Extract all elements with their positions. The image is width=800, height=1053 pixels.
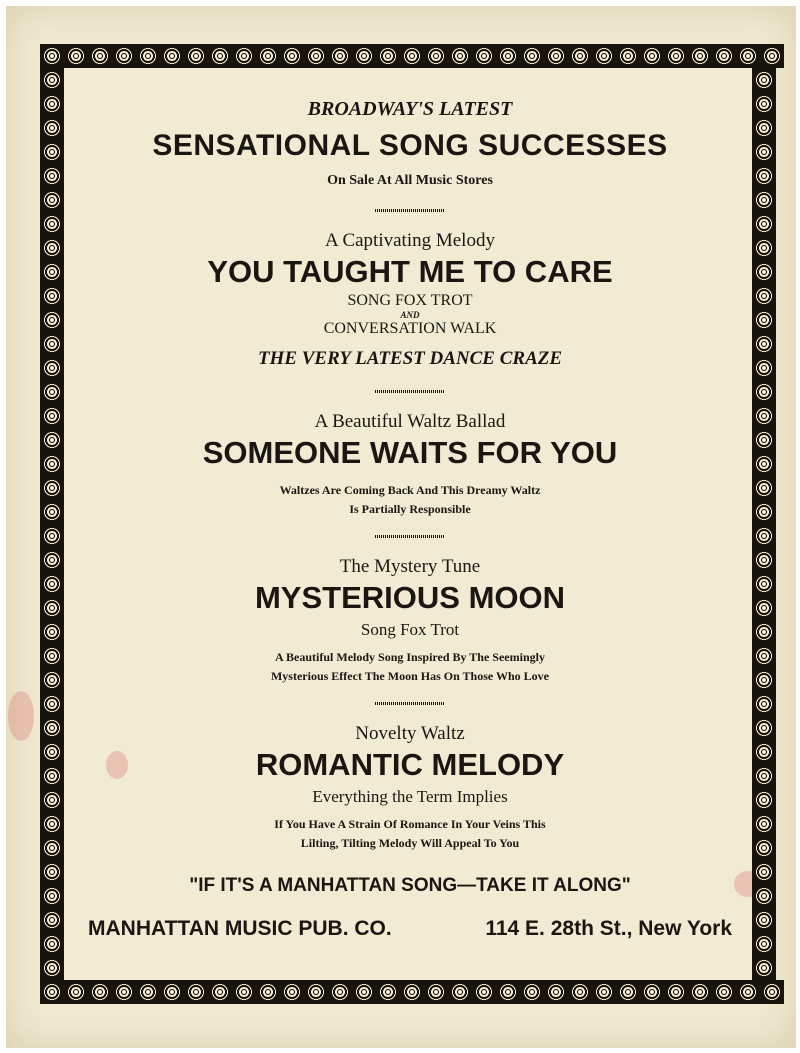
border-ornament [752,404,776,428]
border-ornament [424,980,448,1004]
stain [8,691,34,741]
border-ornament [472,980,496,1004]
border-ornament [448,980,472,1004]
border-ornament [752,596,776,620]
border-ornament [40,68,64,92]
border-ornament [736,980,760,1004]
divider-rule [375,535,445,538]
border-ornament [40,260,64,284]
song-title: MYSTERIOUS MOON [254,580,565,615]
border-ornament [752,692,776,716]
border-ornament [752,716,776,740]
border-ornament [40,908,64,932]
border-ornament [752,212,776,236]
border-ornament [40,860,64,884]
border-ornament [752,860,776,884]
border-ornament [736,44,760,68]
border-ornament [40,188,64,212]
song-title: SOMEONE WAITS FOR YOU [202,435,618,470]
border-ornament [752,884,776,908]
border-ornament [752,788,776,812]
song-intro: A Captivating Melody [325,230,495,251]
border-ornament [544,44,568,68]
border-ornament [568,44,592,68]
border-ornament [40,332,64,356]
border-ornament [40,596,64,620]
border-ornament [352,980,376,1004]
song-description: A Beautiful Melody Song Inspired By The Seemingly [275,650,545,664]
border-ornament [280,44,304,68]
border-ornament [752,644,776,668]
border-ornament [752,764,776,788]
border-ornament [40,812,64,836]
border-ornament [760,44,784,68]
border-ornament [40,740,64,764]
border-ornament [752,308,776,332]
border-ornament [568,980,592,1004]
border-ornament [40,140,64,164]
advertisement-content [70,98,750,941]
border-ornament [752,476,776,500]
border-ornament [40,356,64,380]
border-ornament [40,308,64,332]
border-ornament [40,644,64,668]
border-ornament [752,68,776,92]
border-ornament [40,524,64,548]
song-description: Is Partially Responsible [349,502,471,516]
border-ornament [40,572,64,596]
divider-rule [375,209,445,212]
border-ornament [760,980,784,1004]
border-ornament [40,212,64,236]
border-ornament [752,428,776,452]
ornamental-border-left [40,68,64,980]
border-ornament [752,452,776,476]
song-tagline: THE VERY LATEST DANCE CRAZE [257,348,563,369]
border-ornament [184,44,208,68]
border-ornament [256,980,280,1004]
song-type-second: CONVERSATION WALK [323,320,497,337]
border-ornament [280,980,304,1004]
publisher-name: MANHATTAN MUSIC PUB. CO. [88,917,392,940]
border-ornament [752,92,776,116]
border-ornament [304,44,328,68]
border-ornament [496,980,520,1004]
border-ornament [304,980,328,1004]
border-ornament [752,500,776,524]
border-ornament [328,44,352,68]
border-ornament [40,164,64,188]
border-ornament [752,356,776,380]
border-ornament [40,476,64,500]
border-ornament [40,836,64,860]
divider-rule [375,702,445,705]
border-ornament [40,764,64,788]
border-ornament [752,140,776,164]
publisher-address: 114 E. 28th St., New York [485,917,732,940]
border-ornament [752,740,776,764]
border-ornament [592,980,616,1004]
border-ornament [752,116,776,140]
border-ornament [40,884,64,908]
border-ornament [40,500,64,524]
border-ornament [712,980,736,1004]
publisher-line [88,917,732,941]
song-description: Lilting, Tilting Melody Will Appeal To You [300,836,520,850]
border-ornament [400,44,424,68]
border-ornament [328,980,352,1004]
border-ornament [208,44,232,68]
border-ornament [424,44,448,68]
border-ornament [160,980,184,1004]
border-ornament [64,980,88,1004]
border-ornament [40,548,64,572]
border-ornament [616,980,640,1004]
song-intro: A Beautiful Waltz Ballad [314,411,506,432]
border-ornament [112,980,136,1004]
song-intro: Novelty Waltz [355,723,465,744]
border-ornament [40,692,64,716]
border-ornament [752,284,776,308]
border-ornament [40,980,64,1004]
header-title: SENSATIONAL SONG SUCCESSES [152,129,668,162]
border-ornament [232,980,256,1004]
ornamental-border-top [40,44,784,68]
border-ornament [40,668,64,692]
border-ornament [256,44,280,68]
border-ornament [752,572,776,596]
border-ornament [136,980,160,1004]
song-title: YOU TAUGHT ME TO CARE [207,254,613,289]
border-ornament [40,92,64,116]
border-ornament [40,932,64,956]
border-ornament [160,44,184,68]
border-ornament [752,236,776,260]
border-ornament [688,44,712,68]
border-ornament [40,380,64,404]
border-ornament [520,980,544,1004]
border-ornament [664,44,688,68]
border-ornament [40,236,64,260]
border-ornament [752,956,776,980]
border-ornament [752,836,776,860]
border-ornament [752,668,776,692]
border-ornament [40,956,64,980]
border-ornament [88,980,112,1004]
song-intro: The Mystery Tune [339,556,481,577]
border-ornament [472,44,496,68]
border-ornament [752,908,776,932]
ornamental-border-right [752,68,776,980]
border-ornament [752,932,776,956]
border-ornament [40,452,64,476]
border-ornament [88,44,112,68]
border-ornament [752,812,776,836]
border-ornament [752,620,776,644]
border-ornament [40,116,64,140]
border-ornament [752,164,776,188]
song-type: SONG FOX TROT [347,292,473,309]
border-ornament [496,44,520,68]
border-ornament [352,44,376,68]
border-ornament [592,44,616,68]
border-ornament [400,980,424,1004]
border-ornament [376,980,400,1004]
border-ornament [752,260,776,284]
border-ornament [208,980,232,1004]
border-ornament [752,524,776,548]
song-description: Mysterious Effect The Moon Has On Those Who Love [270,669,549,683]
border-ornament [64,44,88,68]
border-ornament [616,44,640,68]
border-ornament [184,980,208,1004]
border-ornament [40,404,64,428]
border-ornament [40,284,64,308]
border-ornament [688,980,712,1004]
border-ornament [448,44,472,68]
ornamental-border-bottom [40,980,784,1004]
border-ornament [40,788,64,812]
border-ornament [664,980,688,1004]
slogan: "IF IT'S A MANHATTAN SONG—TAKE IT ALONG" [189,875,631,896]
border-ornament [752,188,776,212]
song-description: If You Have A Strain Of Romance In Your Veins This [274,817,546,831]
song-type-and: AND [400,310,420,320]
border-ornament [640,44,664,68]
border-ornament [640,980,664,1004]
border-ornament [136,44,160,68]
song-title: ROMANTIC MELODY [255,747,565,782]
border-ornament [752,380,776,404]
header-subtitle: On Sale At All Music Stores [327,173,493,188]
border-ornament [40,428,64,452]
border-ornament [40,716,64,740]
border-ornament [712,44,736,68]
song-type: Song Fox Trot [360,620,460,639]
song-type: Everything the Term Implies [312,787,508,806]
border-ornament [40,44,64,68]
border-ornament [544,980,568,1004]
header-kicker: BROADWAY'S LATEST [307,98,513,120]
border-ornament [376,44,400,68]
song-description: Waltzes Are Coming Back And This Dreamy Waltz [279,483,541,497]
border-ornament [520,44,544,68]
border-ornament [752,332,776,356]
border-ornament [40,620,64,644]
border-ornament [232,44,256,68]
border-ornament [112,44,136,68]
divider-rule [375,390,445,393]
border-ornament [752,548,776,572]
